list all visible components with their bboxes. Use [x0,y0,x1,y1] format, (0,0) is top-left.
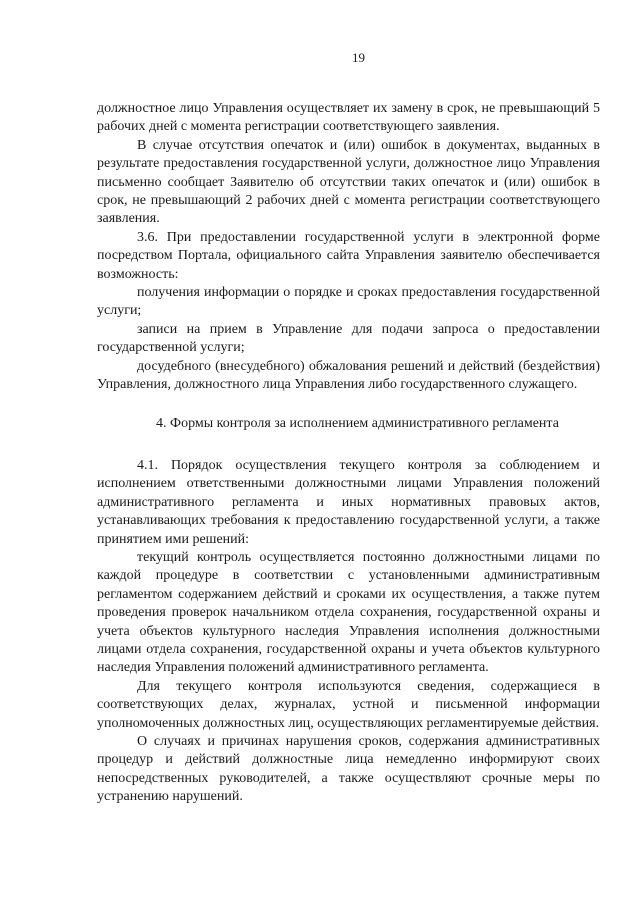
paragraph-3-6: 3.6. При предоставлении государственной услуги в электронной форме посредством Портала, официального сайта Управления заявителю обеспечивается возможность: [97,229,600,282]
list-item-info: получения информации о порядке и сроках предоставления государственной услуги; [97,285,600,319]
section-heading: 4. Формы контроля за исполнением административного регламента [156,415,559,431]
paragraph-information-sources: Для текущего контроля используются сведения, содержащиеся в соответствующих делах, журналах, устной и письменной информации уполномоченных должностных лиц, осуществляющих регламентируемые действия. [97,678,600,731]
paragraph-violations: О случаях и причинах нарушения сроков, содержания административных процедур и действий должностные лица немедленно информируют своих непосредственных руководителей, а также осуществляют срочные меры по устранению нарушений. [97,734,600,805]
paragraph-no-errors: В случае отсутствия опечаток и (или) ошибок в документах, выданных в результате предоставления государственной услуги, должностное лицо Управления письменно сообщает Заявителю об отсутствии таких опечаток и (или) ошибок в срок, не превышающий 2 рабочих дней с момента регистрации соответствующего заявления. [97,137,600,227]
paragraph-4-1: 4.1. Порядок осуществления текущего контроля за соблюдением и исполнением ответственными должностными лицами Управления положений административного регламента и иных нормативных правовых актов, устанавливающих требования к предоставлению государственной услуги, а также принятием ими решений: [97,457,600,547]
paragraph-replacement-deadline: должностное лицо Управления осуществляет их замену в срок, не превышающий 5 рабочих дней с момента регистрации соответствующего заявления. [97,101,600,135]
page-number: 19 [352,50,365,65]
list-item-appeal: досудебного (внесудебного) обжалования решений и действий (бездействия) Управления, должностного лица Управления либо государственного служащего. [97,358,600,393]
paragraph-current-control: текущий контроль осуществляется постоянно должностными лицами по каждой процедуре в соответствии с установленными административным регламентом содержанием действий и сроками их осуществления, а также путем проведения проверок начальником отдела сохранения, государственной охраны и учета объектов культурного наследия Управления исполнения должностными лицами отдела сохранения, государственной охраны и учета объектов культурного наследия Управления положений административного регламента. [97,549,600,676]
list-item-appointment: записи на прием в Управление для подачи запроса о предоставлении государственной услуги; [97,321,600,356]
